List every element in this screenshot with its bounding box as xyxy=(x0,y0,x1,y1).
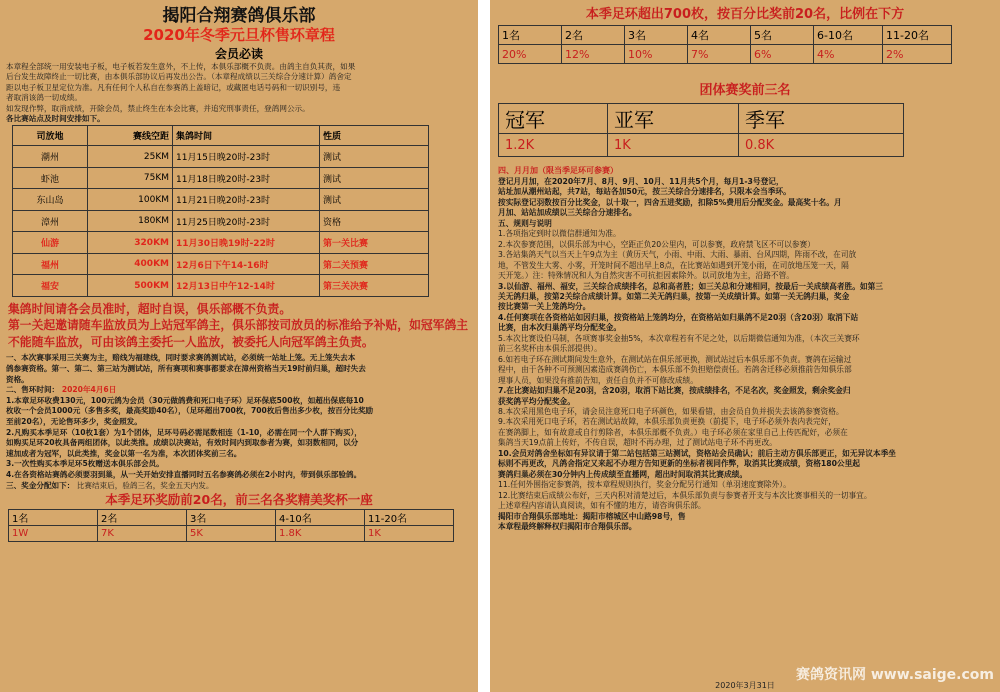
schedule-cell-type: 第一关比赛 xyxy=(320,232,429,254)
rules-3: 3.一次性购买本季足环5枚赠送本俱乐部会员。 xyxy=(6,459,164,469)
schedule-cell-place: 虾池 xyxy=(13,167,88,189)
schedule-cell-distance: 25KM xyxy=(88,146,173,168)
rule-line: 按比赛第一关上笼鸽均分。 xyxy=(498,302,591,312)
watermark: 赛鸽资讯网 www.saige.com xyxy=(795,667,994,683)
rule-line: 3.各站集鸽天气以当天上午9点为主（黄历天气，小雨、中雨、大雨、暴雨、台风四期，阵雨不改，在司放 xyxy=(498,250,857,260)
rule-line: 关无鸽归巢，按第2关综合成绩计算。如第二关无鸽归巢，按第一关成绩计算。如第一关无鸽归巢，奖金 xyxy=(498,291,850,301)
rule-line: 集鸽当天19点前上传好，不传自误，超时不再办理，过了测试站电子环不再更改。 xyxy=(498,438,777,448)
schedule-cell-time: 11月30日晚19时-22时 xyxy=(173,232,320,254)
pct-header: 1名 xyxy=(499,26,562,45)
pct-title: 本季足环超出700枚，按百分比奖前20名，比例在下方 xyxy=(585,7,905,22)
schedule-cell-time: 11月21日晚20时-23时 xyxy=(173,189,320,211)
schedule-header: 司放地 xyxy=(13,126,88,146)
rule-line: 2.凡购买本季足环（10枚1套）为1个团体，足环号码必需尾数相连（1-10，必需在同一个人群下购买）， xyxy=(6,427,362,437)
team-value: 0.8K xyxy=(739,134,904,157)
monthly-title: 四、月月加（限当季足环可参赛） xyxy=(498,166,618,175)
schedule-cell-time: 11月25日晚20时-23时 xyxy=(173,210,320,232)
prize-header: 4-10名 xyxy=(276,510,365,526)
schedule-row xyxy=(13,146,429,168)
rule-line: 6.如若电子环在测试期间发生意外，在测试站在俱乐部更换，测试站过后本俱乐部不负责。赛鸽在运输过 xyxy=(498,354,852,364)
rule-line: 2.本次参赛范围，以俱乐部为中心，空距正负20公里内，可以参赛，政府禁飞区不可以参赛） xyxy=(498,239,815,249)
team-header: 季军 xyxy=(739,104,904,134)
schedule-row xyxy=(13,232,429,254)
team-header: 亚军 xyxy=(608,104,739,134)
prize-value: 5K xyxy=(187,526,276,542)
rule-line: 标则不再更改，凡鸽舍指定又来起不办理方告知更新的坐标者视同作弊，取消其比赛成绩，资格180公里起 xyxy=(498,459,860,469)
pct-value: 10% xyxy=(625,45,688,64)
schedule-cell-type: 测试 xyxy=(320,146,429,168)
schedule-cell-place: 东山岛 xyxy=(13,189,88,211)
intro-line: 各比赛站点及时间安排如下。 xyxy=(6,114,105,124)
team-value: 1.2K xyxy=(499,134,608,157)
rule-line: 地，不管发生大雾、小雾，开笼时间不超出早上8点，在比赛站如遇到开笼小雨，在司放地压笼一天，隔 xyxy=(498,260,849,270)
schedule-cell-type: 第二关预赛 xyxy=(320,253,429,275)
right-page xyxy=(490,0,1000,692)
prize-value: 7K xyxy=(98,526,187,542)
intro-line: 如发现作弊，取消成绩，开除会员，禁止终生在本会比赛，并追究刑事责任，登鸽网公示。 xyxy=(6,103,310,113)
schedule-cell-type: 测试 xyxy=(320,167,429,189)
schedule-cell-time: 11月15日晚20时-23时 xyxy=(173,146,320,168)
rule-line: 3.以仙游、福州、福安，三关综合成绩排名，总和高者胜；如三关总和分速相同，按最后一关成绩高者胜。如第三 xyxy=(498,281,883,291)
schedule-cell-place: 福安 xyxy=(13,275,88,297)
pct-header: 5名 xyxy=(751,26,814,45)
pct-header: 4名 xyxy=(688,26,751,45)
schedule-cell-place: 福州 xyxy=(13,253,88,275)
pct-table xyxy=(498,25,952,64)
rule-line: 程中，由于各种不可预测因素造成赛鸽伤亡，本俱乐部不负担赔偿责任。若鸽舍迁移必须推前告知俱乐部 xyxy=(498,365,852,375)
pct-header: 6-10名 xyxy=(814,26,883,45)
pct-value: 20% xyxy=(499,45,562,64)
rule-line: 12.比赛结束后成绩公布好，三天内积对清楚过后，本俱乐部负责与参赛者开支与本次比赛事相关的一切事宜。 xyxy=(498,490,872,500)
prize-table xyxy=(8,509,454,542)
rule-line: 枚收一个会员1000元（多售多奖，最高奖励40名），（足环超出700枚，700枚后售出多少枚，按百分比奖励 xyxy=(6,406,374,416)
pct-header: 2名 xyxy=(562,26,625,45)
intro-text xyxy=(0,62,478,124)
rule-line: 五、规则与说明 xyxy=(498,218,552,228)
prize-note: 三、奖金分配如下： xyxy=(6,480,75,490)
prize-header: 2名 xyxy=(98,510,187,526)
rules-section-2 xyxy=(0,396,478,460)
notice-title: 会员必读 xyxy=(214,47,263,61)
rule-line: 如购买足环20枚具备两组团体，以此类推。成绩以决赛站，有效时间内到取参者为赛，如羽数相同，以分 xyxy=(6,438,359,448)
schedule-row xyxy=(13,189,429,211)
schedule-cell-distance: 400KM xyxy=(88,253,173,275)
schedule-cell-place: 漳州 xyxy=(13,210,88,232)
rule-line: 1.各项指定到时以微信群通知为准。 xyxy=(498,229,621,239)
rule-line: 站址加从潮州站起，共7站，每站各加50元，按三关综合分速排名，只限本会当季环。 xyxy=(498,187,791,197)
schedule-cell-distance: 180KM xyxy=(88,210,173,232)
schedule-header: 集鸽时间 xyxy=(173,126,320,146)
team-value: 1K xyxy=(608,134,739,157)
red-note-monitor: 第一关起邀请随车监放员为上站冠军鸽主，俱乐部按司放员的标准给予补贴，如冠军鸽主不能随车监放，可由该鸽主委托一人监放，被委托人向冠军鸽主负责。 xyxy=(8,318,469,349)
rule-line: 至前20名），无论售环多少，奖金照发。 xyxy=(6,417,142,426)
pct-value: 12% xyxy=(562,45,625,64)
team-header: 冠军 xyxy=(499,104,608,134)
schedule-header: 赛线空距 xyxy=(88,126,173,146)
schedule-cell-distance: 100KM xyxy=(88,189,173,211)
schedule-row xyxy=(13,210,429,232)
club-title: 揭阳合翔赛鸽俱乐部 xyxy=(162,6,316,26)
prize-header: 1名 xyxy=(9,510,98,526)
schedule-cell-type: 测试 xyxy=(320,189,429,211)
intro-line: 者取消该鸽一切成绩。 xyxy=(6,93,82,103)
schedule-cell-type: 第三关决赛 xyxy=(320,275,429,297)
pct-value: 2% xyxy=(883,45,952,64)
final-note: 本章程最终解释权归揭阳市合翔俱乐部。 xyxy=(498,521,637,531)
prize-header: 11-20名 xyxy=(365,510,454,526)
award-title: 本季足环奖励前20名，前三名各奖精美奖杯一座 xyxy=(105,492,373,508)
schedule-header: 性质 xyxy=(320,126,429,146)
schedule-cell-time: 11月18日晚20时-23时 xyxy=(173,167,320,189)
pct-header: 3名 xyxy=(625,26,688,45)
subtitle: 2020年冬季元旦杯售环章程 xyxy=(143,26,335,44)
team-table xyxy=(498,103,904,157)
intro-line: 本章程全部统一用安装电子板，电子板若发生意外，不上传，本俱乐部概不负责。由鸽主自负其责，如果 xyxy=(6,62,356,71)
schedule-cell-place: 潮州 xyxy=(13,146,88,168)
schedule-cell-distance: 75KM xyxy=(88,167,173,189)
rule-line: 月加、站站加成绩以三关综合分速排名。 xyxy=(498,208,637,218)
club-address: 揭阳市合翔俱乐部地址：揭阳市榕城区中山路98号，售 xyxy=(498,511,686,521)
rule-line: 登记月月加，在2020年7月、8月、9月、10月、11月共5个月，每月1-3号登记， xyxy=(498,177,784,186)
rule-line: 7.在比赛站如归巢不足20羽，含20羽，取消下站比赛，按成绩排名，不足名次，奖金照发，剩余奖金归 xyxy=(498,386,851,396)
schedule-row xyxy=(13,253,429,275)
rules-list xyxy=(490,177,1000,512)
rule-line: 鸽参赛资格。第一、第二、第三站为测试站，所有赛项和赛事都要求在漳州资格当天19时前归巢，超时失去 xyxy=(6,364,366,374)
rules-section-1 xyxy=(0,353,478,385)
prize-value: 1W xyxy=(9,526,98,542)
rule-line: 上述章程内容请认真阅读，如有不懂的地方，请咨询俱乐部。 xyxy=(498,501,706,511)
prize-value: 1K xyxy=(365,526,454,542)
pct-value: 4% xyxy=(814,45,883,64)
schedule-row xyxy=(13,275,429,297)
prize-value: 1.8K xyxy=(276,526,365,542)
left-page xyxy=(0,0,478,692)
rules-4: 4.在各资格站赛鸽必须要羽到巢，从一关开始安排直播同时五名参赛鸽必须在2小时内，带到俱乐部验鸽。 xyxy=(6,469,362,479)
rule-line: 4.任何赛项在各资格站如因归巢，按资格站上笼鸽均分，在资格站如归巢鸽不足20羽（含20羽）取消下站 xyxy=(498,312,859,322)
rule-line: 获奖鸽平均分配奖金。 xyxy=(498,396,575,406)
rule-line: 8.本次采用黑色电子环，请会员注意死口电子环颜色，如果看错，由会员自负并损失去该鸽参赛资格。 xyxy=(498,406,844,416)
rule-line: 理事人员，如果没有推前告知，责任自负并不可修改成绩。 xyxy=(498,375,698,385)
sale-date: 2020年4月6日 xyxy=(61,385,117,395)
rule-line: 天开笼。）注：特殊情况和人为自然灾害不可抗拒因素除外。以司放地为主，沿路不管。 xyxy=(498,271,794,281)
rule-line: 比赛，由本次归巢鸽平均分配奖金。 xyxy=(498,323,622,333)
schedule-row xyxy=(13,167,429,189)
intro-line: 距以电子板卫星定位为准。凡有任何个人私自在参赛鸽上盖暗记，或藏匿电话号码和一切识别号，违 xyxy=(6,82,341,92)
pct-value: 7% xyxy=(688,45,751,64)
schedule-cell-time: 12月6日下午14-16时 xyxy=(173,253,320,275)
rule-line: 一、本次赛事采用三关赛为主，赔线为福建线，同时要求赛鸽测试站，必须统一站址上笼。无上笼失去本 xyxy=(6,353,356,363)
schedule-cell-place: 仙游 xyxy=(13,232,88,254)
intro-line: 后台发生故障终止一切比赛，由本俱乐部协议后再发出公告。（本章程成绩以三关综合分速计算）鸽舍定 xyxy=(6,72,352,82)
rule-line: 10.会员对鸽舍坐标如有异议请于第二站包括第三站测试，资格站会员确认；前后主动方俱乐部更正，如无异议本季坐 xyxy=(498,448,896,458)
pct-header: 11-20名 xyxy=(883,26,952,45)
schedule-cell-distance: 320KM xyxy=(88,232,173,254)
sale-label: 二、售环时间： xyxy=(6,385,60,395)
team-title: 团体赛奖前三名 xyxy=(699,83,791,98)
rule-line: 5.本次比赛设伯马制，各项赛事奖金抽5%，本次章程若有不足之处，以后期微信通知为准，（本次三关赛环 xyxy=(498,333,860,343)
schedule-table xyxy=(12,125,429,297)
schedule-cell-distance: 500KM xyxy=(88,275,173,297)
prize-note-2: 比赛结束后，验鸽三名，奖金五天内发。 xyxy=(76,480,214,490)
rule-line: 按实际登记羽数按百分比奖金，以十取一，四舍五进奖励，扣除5%费用后分配奖金。最高奖十名。月 xyxy=(498,197,842,207)
schedule-cell-time: 12月13日中午12-14时 xyxy=(173,275,320,297)
rule-line: 资格。 xyxy=(6,374,29,384)
rule-line: 9.本次采用死口电子环，若在测试站故障，本俱乐部负责更换（前提下，电子环必须外表内表完好， xyxy=(498,417,836,427)
footer-date: 2020年3月31日 xyxy=(715,681,775,690)
rule-line: 11.任何外围指定参赛鸽，按本章程规则执行，奖金分配另行通知（单羽速度赛除外）。 xyxy=(498,480,791,490)
rule-line: 速加成者为冠军，以此类推，奖金以第一名为准，本次团体奖前三名。 xyxy=(6,448,242,458)
rule-line: 赛鸽归巢必须在30分钟内上传成绩至直播网，超出时间取消其比赛成绩。 xyxy=(498,469,748,479)
red-note-time: 集鸽时间请各会员准时，超时自误，俱乐部概不负责。 xyxy=(8,301,292,316)
rule-line: 前三名奖杯由本俱乐部提供）。 xyxy=(498,344,602,354)
pct-value: 6% xyxy=(751,45,814,64)
rule-line: 在赛鸽脚上，如有故意或自行剪除者，本俱乐部概不负责。）电子环必须在家里自己上传匹配好，必须在 xyxy=(498,427,848,437)
prize-header: 3名 xyxy=(187,510,276,526)
rule-line: 1.本章足环收费130元，100元鸽为会员（30元做鸽费和死口电子环）足环保底500枚，如超出保底每10 xyxy=(6,395,364,405)
schedule-cell-type: 资格 xyxy=(320,210,429,232)
